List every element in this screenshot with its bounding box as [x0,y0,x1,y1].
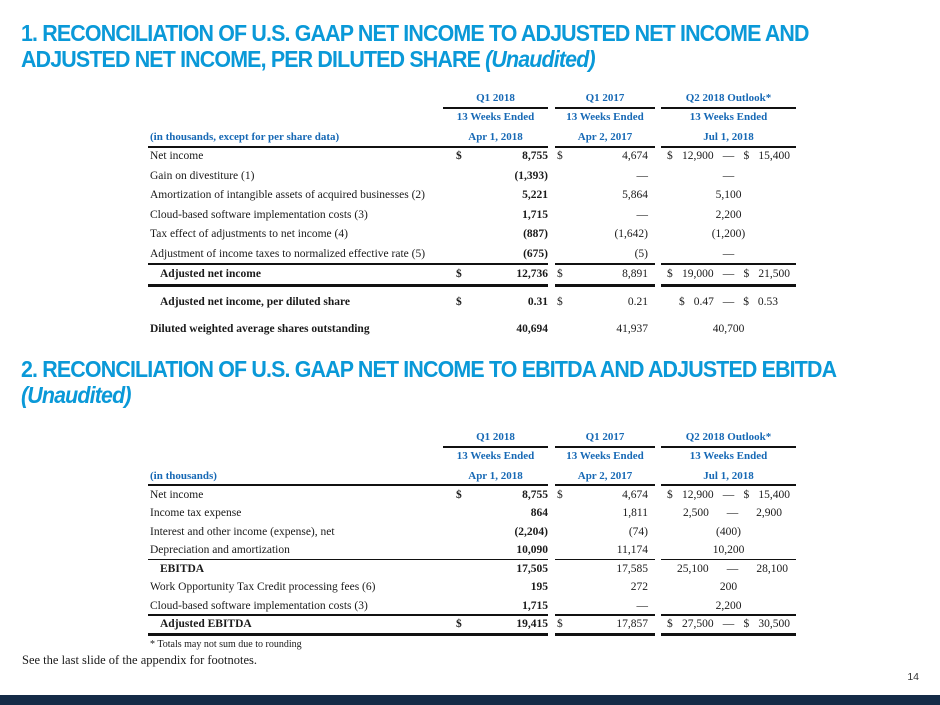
outlook-high: 15,400 [758,150,790,163]
outlook-low: 12,900 [681,488,714,501]
currency-symbol: $ [557,618,563,631]
row-label: Diluted weighted average shares outstanding [150,323,370,336]
col-header-date: Apr 2, 2017 [577,130,633,143]
currency-symbol: $ [557,295,563,308]
outlook-low: 25,100 [677,562,709,575]
value-outlook: 2,200 [715,208,742,221]
row-label: Net income [150,150,204,163]
currency-symbol: $ [667,150,673,163]
section-1-title-line1: 1. RECONCILIATION OF U.S. GAAP NET INCOME TO ADJUSTED NET INCOME AND [21,20,809,46]
value-q1-2018: 1,715 [522,599,548,612]
col-header-period: Q2 2018 Outlook* [685,430,772,443]
row-label: Interest and other income (expense), net [150,525,335,538]
outlook-low: 2,500 [683,507,709,520]
value-q1-2017: 11,174 [616,544,648,557]
currency-symbol: $ [743,488,750,501]
row-label: Tax effect of adjustments to net income (4) [150,228,348,241]
value-outlook: — [722,247,735,260]
value-outlook: 10,200 [712,544,745,557]
row-label: Income tax expense [150,507,242,520]
table-row [148,578,796,597]
value-outlook-range [661,504,796,523]
value-outlook-range [661,265,796,285]
col-header-weeks: 13 Weeks Ended [566,450,644,463]
col-header-date: Apr 1, 2018 [468,130,523,143]
col-header-period: Q1 2018 [476,430,515,443]
value-outlook-range [661,560,796,579]
col-header-period: Q1 2017 [585,430,625,443]
currency-symbol: $ [557,268,563,281]
value-q1-2017: 5,864 [622,189,648,202]
table-row-subtotal [148,560,796,579]
col-header-date: Jul 1, 2018 [703,130,754,143]
outlook-low: 12,900 [681,150,714,163]
value-q1-2018: (887) [523,228,548,241]
row-label: Work Opportunity Tax Credit processing fees (6) [150,581,376,594]
col-header-weeks: 13 Weeks Ended [456,450,535,463]
value-q1-2018: (2,204) [514,525,548,538]
table-row [148,147,796,167]
table-header-weeks-row [148,108,796,128]
outlook-high: 15,400 [758,488,790,501]
value-outlook-range [661,615,796,634]
section-2-title [21,356,836,408]
currency-symbol: $ [456,150,462,163]
value-q1-2017: — [636,599,648,612]
range-dash: — [722,618,735,631]
outlook-high: 0.53 [757,295,778,308]
col-header-weeks: 13 Weeks Ended [689,450,768,463]
table-row-per-share [148,292,796,312]
table-row [148,166,796,186]
col-header-period: Q1 2018 [476,91,515,104]
outlook-low: 0.47 [693,295,714,308]
outlook-high: 2,900 [756,507,782,520]
section-2-title-line1: 2. RECONCILIATION OF U.S. GAAP NET INCOME TO EBITDA AND ADJUSTED EBITDA [21,356,837,382]
row-label: Gain on divestiture (1) [150,169,255,182]
adjusted-net-income-table [148,88,796,336]
value-outlook: (1,200) [711,228,746,241]
outlook-high: 30,500 [758,618,790,631]
currency-symbol: $ [456,488,462,501]
row-label: Depreciation and amortization [150,544,290,557]
col-header-period: Q1 2017 [585,91,625,104]
currency-symbol: $ [667,268,673,281]
footnotes-reference: See the last slide of the appendix for footnotes. [22,653,258,667]
unit-label: (in thousands) [150,469,217,482]
footer-bar [0,695,940,705]
value-outlook-range [661,292,796,312]
value-outlook: 2,200 [715,599,742,612]
value-outlook-range [661,147,796,167]
value-q1-2018: 17,505 [516,562,548,575]
table-row [148,486,796,505]
row-label: Adjustment of income taxes to normalized effective rate (5) [150,247,426,260]
value-q1-2017: 272 [630,581,648,594]
value-outlook-range [661,486,796,505]
table-row-total [148,615,796,634]
currency-symbol: $ [743,618,750,631]
value-q1-2017: 4,674 [622,488,648,501]
value-q1-2017: (1,642) [614,228,648,241]
value-q1-2017: — [636,208,648,221]
row-label: Cloud-based software implementation costs (3) [150,208,368,221]
section-1-title [21,20,809,72]
value-q1-2017: 8,891 [622,268,648,281]
value-q1-2017: 17,585 [616,562,648,575]
value-q1-2018: 8,755 [522,150,548,163]
currency-symbol: $ [557,150,563,163]
currency-symbol: $ [743,295,749,308]
col-header-weeks: 13 Weeks Ended [566,111,644,124]
value-q1-2017: 1,811 [622,507,648,520]
table-header-period-row [148,88,796,108]
outlook-low: 27,500 [681,618,714,631]
row-label: Cloud-based software implementation costs (3) [150,599,368,612]
table-row [148,541,796,560]
value-outlook: 200 [719,581,738,594]
table-row [148,244,796,264]
value-q1-2018: (675) [523,247,548,260]
row-label: Adjusted EBITDA [160,618,252,631]
value-q1-2017: (74) [628,525,648,538]
range-dash: — [726,507,739,520]
currency-symbol: $ [743,150,750,163]
currency-symbol: $ [743,268,750,281]
col-header-date: Apr 2, 2017 [577,469,633,482]
currency-symbol: $ [667,618,673,631]
row-label: Adjusted net income [160,268,261,281]
range-dash: — [722,488,735,501]
value-outlook: 40,700 [712,323,745,336]
table-header-period-row [148,427,796,447]
table-row [148,597,796,616]
table-row [148,504,796,523]
value-q1-2018: (1,393) [514,169,548,182]
value-q1-2017: 17,857 [616,618,648,631]
outlook-high: 21,500 [758,268,790,281]
value-q1-2017: 41,937 [616,323,648,336]
col-header-period: Q2 2018 Outlook* [685,91,772,104]
currency-symbol: $ [456,618,462,631]
table-row-total [148,265,796,285]
value-q1-2018: 864 [530,507,548,520]
value-outlook: 5,100 [715,189,742,202]
range-dash: — [722,268,735,281]
col-header-weeks: 13 Weeks Ended [456,111,535,124]
value-q1-2017: (5) [634,247,648,260]
table-header-weeks-row [148,447,796,467]
page-number: 14 [907,671,919,683]
rounding-note: * Totals may not sum due to rounding [150,639,302,650]
currency-symbol: $ [557,488,563,501]
ebitda-table [148,427,796,652]
currency-symbol: $ [456,295,462,308]
value-q1-2018: 10,090 [516,544,548,557]
currency-symbol: $ [679,295,685,308]
row-label: Net income [150,488,204,501]
row-label: Amortization of intangible assets of acquired businesses (2) [150,189,425,202]
value-q1-2018: 5,221 [522,189,548,202]
value-q1-2018: 12,736 [516,268,548,281]
value-q1-2017: 4,674 [622,150,648,163]
col-header-weeks: 13 Weeks Ended [689,111,768,124]
unit-label: (in thousands, except for per share data) [150,130,340,143]
value-q1-2018: 1,715 [522,208,548,221]
value-outlook: — [722,169,735,182]
table-row [148,186,796,206]
value-q1-2017: 0.21 [627,295,648,308]
total-double-rule [661,284,796,287]
row-label: EBITDA [160,562,205,575]
table-row [148,523,796,542]
value-q1-2018: 40,694 [516,323,548,336]
value-q1-2018: 195 [530,581,548,594]
col-header-date: Apr 1, 2018 [468,469,523,482]
table-header-date-row [148,127,796,147]
row-label: Adjusted net income, per diluted share [160,295,350,308]
value-outlook: (400) [716,525,741,538]
range-dash: — [722,295,735,308]
range-dash: — [722,150,735,163]
outlook-low: 19,000 [681,268,714,281]
outlook-high: 28,100 [756,562,788,575]
section-1-title-unaudited: (Unaudited) [485,46,595,72]
section-2-title-unaudited: (Unaudited) [21,382,131,408]
value-q1-2018: 8,755 [522,488,548,501]
section-1-title-line2: ADJUSTED NET INCOME, PER DILUTED SHARE [21,46,486,72]
table-row [148,205,796,225]
total-double-rule [148,284,548,287]
value-q1-2017: — [636,169,648,182]
rounding-note-row [148,636,796,654]
range-dash: — [726,562,739,575]
table-row [148,225,796,245]
table-row-shares [148,320,796,340]
table-header-date-row [148,466,796,486]
total-double-rule [555,284,655,287]
col-header-date: Jul 1, 2018 [703,469,754,482]
currency-symbol: $ [456,268,462,281]
value-q1-2018: 19,415 [516,618,548,631]
currency-symbol: $ [667,488,673,501]
value-q1-2018: 0.31 [527,295,548,308]
